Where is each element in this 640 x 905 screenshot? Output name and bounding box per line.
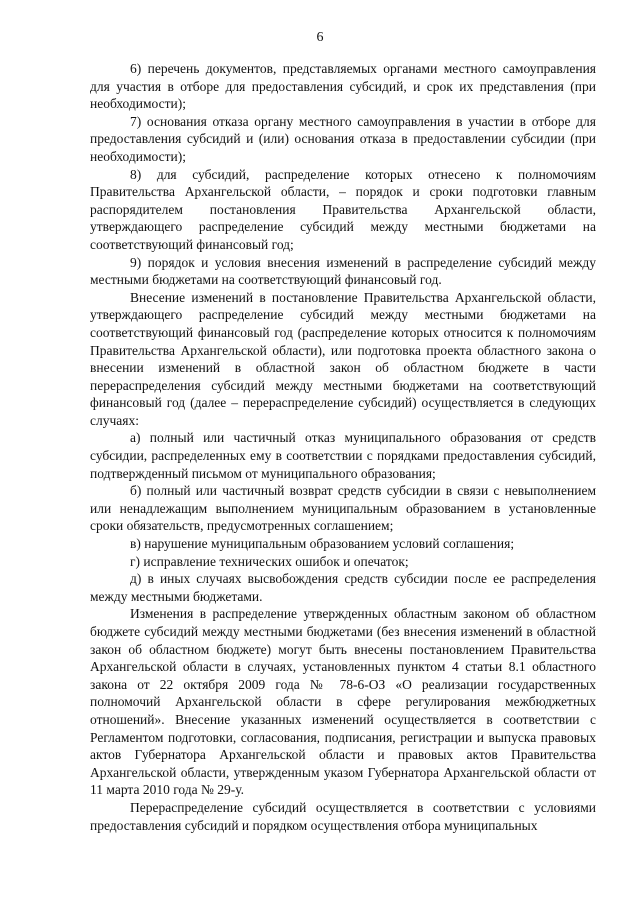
paragraph-redistribution: Перераспределение субсидий осуществляется в соответствии с условиями предоставления субсидий и порядком осуществления отбора муниципальных xyxy=(90,799,596,833)
paragraph-item-8: 8) для субсидий, распределение которых отнесено к полномочиям Правительства Архангельской области, – порядок и сроки подготовки главным распорядителем постановления Правительства Архангельской области, утверждающего распределение субсидий между местными бюджетами на соответствующий финансовый год; xyxy=(90,166,596,252)
paragraph-case-a: а) полный или частичный отказ муниципального образования от средств субсидии, распределенных ему в соответствии с порядками предоставления субсидий, подтвержденный письмом от муниципального образования; xyxy=(90,430,596,481)
paragraph-item-6: 6) перечень документов, представляемых органами местного самоуправления для участия в отборе для предоставления субсидий, и срок их представления (при необходимости); xyxy=(90,61,596,112)
paragraph-case-d: д) в иных случаях высвобождения средств субсидии после ее распределения между местными бюджетами. xyxy=(90,571,596,604)
paragraph-changes-intro: Внесение изменений в постановление Правительства Архангельской области, утверждающего распределение субсидий между местными бюджетами на соответствующий финансовый год (распределение которых относится к полномочиям Правительства Архангельской области), или подготовка проекта областного закона о внесении изменений в областной закон об областном бюджете в части перераспределения субсидий между местными бюджетами на соответствующий финансовый год (далее – перераспределение субсидий) осуществляется в следующих случаях: xyxy=(90,289,596,428)
document-body xyxy=(90,60,596,834)
page-number: 6 xyxy=(316,30,324,45)
paragraph-item-9: 9) порядок и условия внесения изменений в распределение субсидий между местными бюджетами на соответствующий финансовый год. xyxy=(90,254,596,288)
paragraph-item-7: 7) основания отказа органу местного самоуправления в участии в отборе для предоставления субсидий и (или) основания отказа в предоставлении субсидии (при необходимости); xyxy=(90,113,596,164)
paragraph-case-b: б) полный или частичный возврат средств субсидии в связи с невыполнением или ненадлежащим выполнением муниципальным образованием в установленные сроки обязательств, предусмотренных соглашением; xyxy=(90,483,596,534)
paragraph-case-v: в) нарушение муниципальным образованием условий соглашения; xyxy=(130,536,515,552)
paragraph-distribution-changes: Изменения в распределение утвержденных областным законом об областном бюджете субсидий между местными бюджетами (без внесения изменений в областной закон об областном бюджете) могут быть внесены постановлением Правительства Архангельской области в случаях, установленных пунктом 4 статьи 8.1 областного закона от 22 октября 2009 года № 78-6-ОЗ «О реализации государственных полномочий Архангельской области в сфере регулирования межбюджетных отношений». Внесение указанных изменений осуществляется в соответствии с Регламентом подготовки, согласования, подписания, регистрации и выпуска правовых актов Губернатора Архангельской области и правовых актов Правительства Архангельской области, утвержденным указом Губернатора Архангельской области от 11 марта 2010 года № 29-у. xyxy=(90,606,596,798)
paragraph-case-g: г) исправление технических ошибок и опечаток; xyxy=(130,553,409,569)
